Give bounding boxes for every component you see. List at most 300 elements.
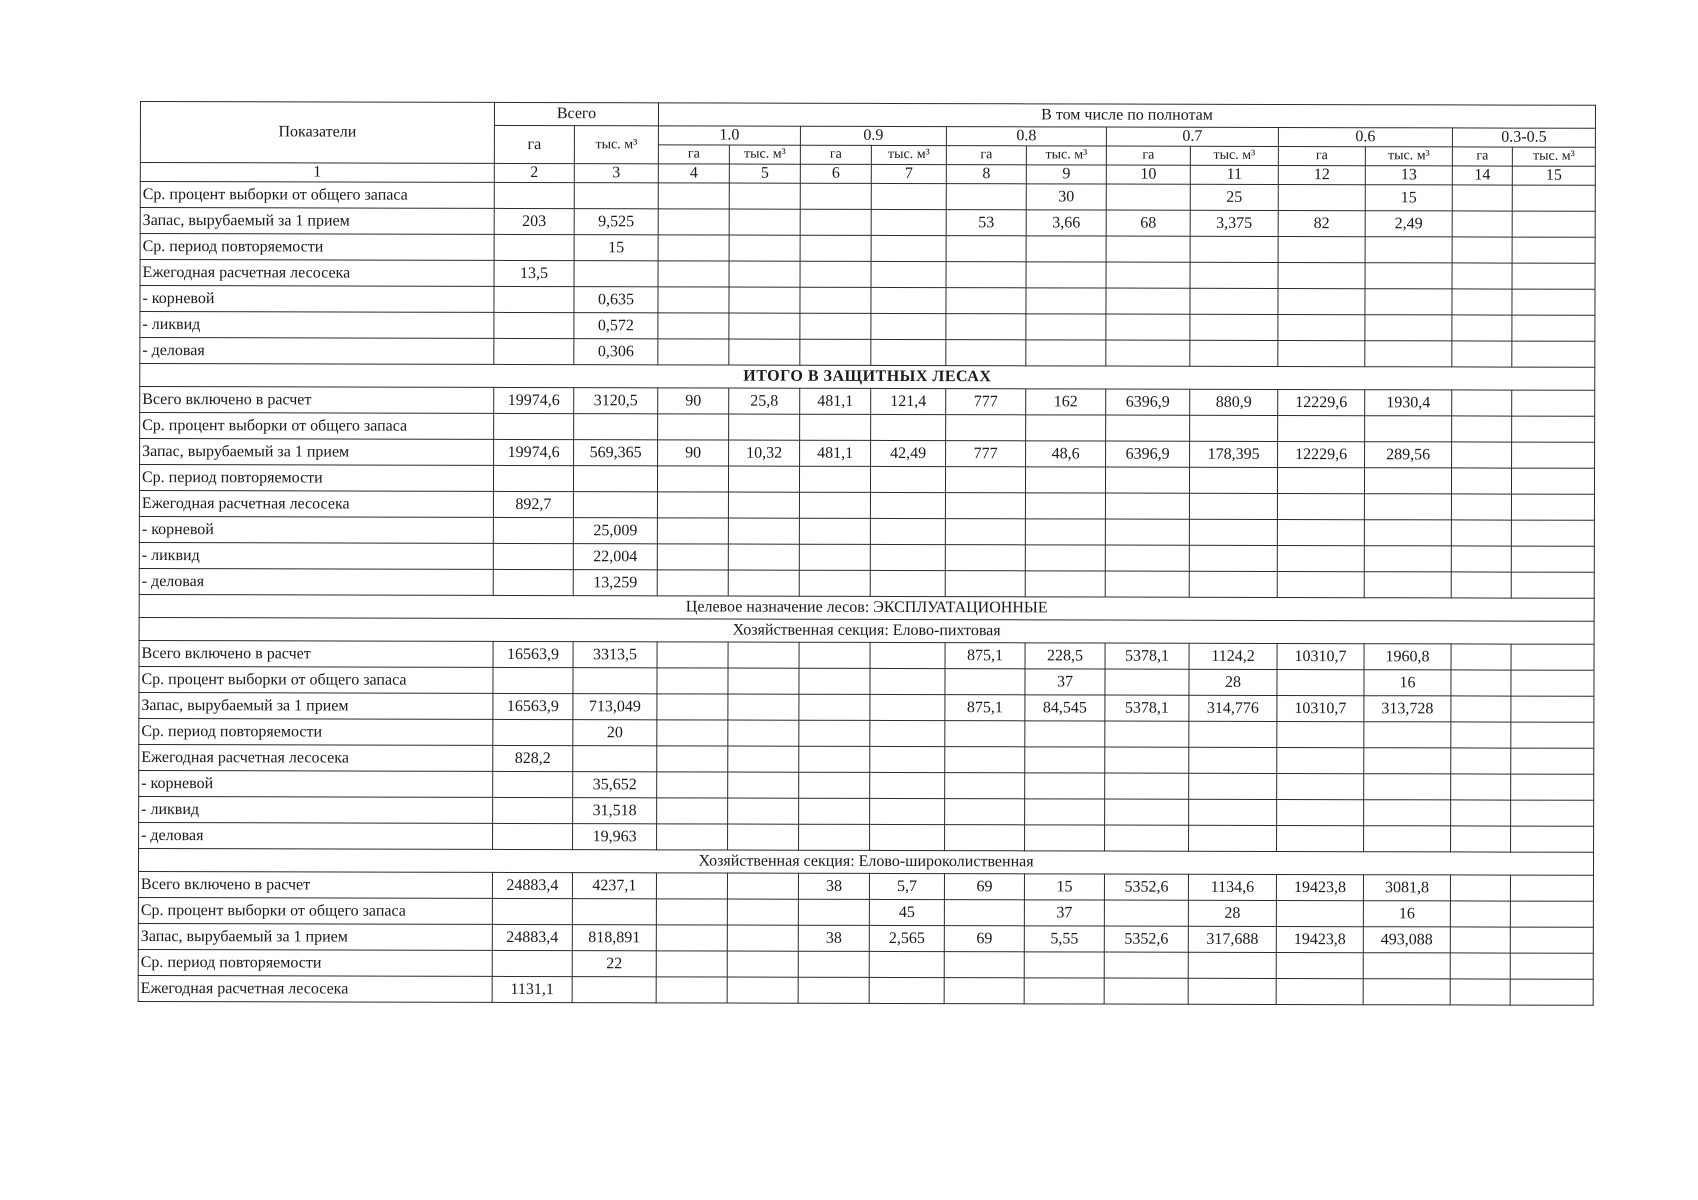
row-label: Ежегодная расчетная лесосека [138,975,492,1002]
row-label: Всего включено в расчет [138,871,492,898]
table-cell [1452,315,1512,341]
row-label: - ликвид [140,312,494,339]
table-cell [1512,341,1595,367]
table-cell: 37 [1025,669,1105,695]
table-cell: 493,088 [1363,927,1450,953]
table-cell [1510,875,1593,901]
table-cell [1106,288,1190,314]
table-row [140,439,1595,469]
table-cell [728,492,799,518]
table-cell [657,824,728,850]
table-cell [1277,825,1364,851]
table-cell [946,288,1026,314]
table-cell [1452,185,1512,211]
table-cell [799,466,870,492]
table-cell: 53 [946,210,1026,236]
table-cell [1364,494,1451,520]
table-cell: 4237,1 [572,873,656,899]
table-cell [1189,545,1277,571]
table-cell: 45 [869,899,944,925]
table-cell: 19,963 [573,824,657,850]
table-cell: 90 [658,388,729,414]
table-cell [1277,571,1364,597]
table-cell [728,694,799,720]
table-cell [1451,800,1511,826]
table-cell: 19423,8 [1276,926,1363,952]
table-cell: 3,375 [1190,210,1278,236]
table-cell [799,668,870,694]
ha-subheader: га [800,145,871,164]
row-label: Ежегодная расчетная лесосека [140,260,494,287]
table-cell [1450,953,1510,979]
row-label: Ср. период повторяемости [140,234,494,261]
table-cell: 37 [1024,900,1104,926]
table-cell: 12229,6 [1278,441,1365,467]
table-cell [1025,493,1105,519]
table-cell [799,772,870,798]
table-cell [870,518,945,544]
total-m3-header: тыс. м³ [574,126,658,164]
table-cell [945,773,1025,799]
table-row [139,465,1594,495]
table-cell [1106,314,1190,340]
table-cell: 203 [494,208,574,234]
table-row [140,260,1595,290]
table-cell [1510,927,1593,953]
row-label: Ср. период повторяемости [138,949,492,976]
table-cell [945,747,1025,773]
table-cell: 28 [1188,900,1276,926]
table-cell: 19974,6 [494,439,574,465]
table-cell [658,235,729,261]
table-cell: 42,49 [871,440,946,466]
table-cell: 5378,1 [1105,695,1189,721]
table-cell [1105,669,1189,695]
column-number: 4 [658,164,729,183]
table-row [139,490,1594,520]
table-cell: 121,4 [871,388,946,414]
table-cell [1105,571,1189,597]
table-cell [573,746,657,772]
table-cell [728,642,799,668]
table-cell [1451,696,1511,722]
table-cell: 15 [574,235,658,261]
table-cell [1364,546,1451,572]
table-cell [574,414,658,440]
table-cell [1512,263,1595,289]
table-cell: 1930,4 [1365,390,1452,416]
row-label: - ликвид [139,542,493,569]
table-cell [945,493,1025,519]
table-cell: 82 [1278,210,1365,236]
column-number: 7 [871,164,946,183]
density-0-7-header: 0.7 [1106,127,1278,146]
table-cell: 13,5 [494,260,574,286]
table-cell [728,824,799,850]
table-cell [1026,288,1106,314]
table-cell [870,570,945,596]
table-cell: 19974,6 [494,387,574,413]
row-label: - корневой [139,770,493,797]
table-cell [657,798,728,824]
table-cell: 10,32 [729,440,800,466]
table-cell [1278,415,1365,441]
table-cell [656,977,727,1003]
table-cell [800,183,871,209]
section-total-protective: ИТОГО В ЗАЩИТНЫХ ЛЕСАХ [140,364,1595,391]
table-cell: 713,049 [573,694,657,720]
table-row [139,822,1594,852]
table-cell [573,466,657,492]
table-cell [658,209,729,235]
row-label: Запас, вырубаемый за 1 прием [140,208,494,235]
table-cell [800,339,871,365]
m3-subheader: тыс. м³ [1365,147,1452,166]
row-label: Ср. процент выборки от общего запаса [138,897,492,924]
table-cell: 481,1 [800,388,871,414]
table-cell: 6396,9 [1106,441,1190,467]
table-row [140,338,1595,368]
table-cell [1278,314,1365,340]
table-cell [799,824,870,850]
table-cell: 1131,1 [492,976,572,1002]
table-row [138,897,1593,927]
table-cell: 6396,9 [1106,389,1190,415]
table-cell [728,668,799,694]
table-cell [494,413,574,439]
table-cell [728,466,799,492]
table-cell [1363,953,1450,979]
ha-subheader: га [1452,147,1512,166]
table-cell [494,338,574,364]
table-cell [799,518,870,544]
table-cell [1512,211,1595,237]
table-cell [1511,748,1594,774]
table-cell [799,798,870,824]
table-cell [1452,289,1512,315]
table-cell [799,720,870,746]
table-cell [1190,340,1278,366]
table-cell [798,899,869,925]
ha-subheader: га [658,145,729,164]
table-cell [1024,978,1104,1004]
table-cell [1452,341,1512,367]
table-cell [945,467,1025,493]
table-cell: 569,365 [574,440,658,466]
table-cell [799,544,870,570]
table-cell: 314,776 [1189,695,1277,721]
column-number: 11 [1190,165,1278,184]
table-cell [1512,237,1595,263]
table-cell [1190,236,1278,262]
table-cell: 35,652 [573,772,657,798]
table-cell [1106,340,1190,366]
table-cell [799,694,870,720]
table-cell [799,492,870,518]
table-cell: 5352,6 [1104,926,1188,952]
table-cell: 5378,1 [1105,643,1189,669]
table-cell [728,720,799,746]
table-cell [1277,721,1364,747]
table-cell: 2,49 [1365,211,1452,237]
table-cell [1189,721,1277,747]
table-cell: 12229,6 [1278,389,1365,415]
table-cell: 5,55 [1024,926,1104,952]
table-cell: 289,56 [1365,442,1452,468]
table-cell: 16 [1363,901,1450,927]
table-cell [1512,289,1595,315]
table-cell [1025,545,1105,571]
table-cell [1450,979,1510,1005]
table-cell [728,772,799,798]
table-cell [1365,237,1452,263]
section-spruce-fir: Хозяйственная секция: Елово-пихтовая [139,617,1594,644]
m3-subheader: тыс. м³ [729,145,800,164]
row-label: Ср. процент выборки от общего запаса [140,182,494,209]
table-cell [871,339,946,365]
table-cell [1025,747,1105,773]
table-row [138,975,1593,1005]
table-cell: 13,259 [573,570,657,596]
row-label: - корневой [139,516,493,543]
table-cell: 2,565 [869,925,944,951]
table-cell: 1124,2 [1189,643,1277,669]
table-cell: 5,7 [869,873,944,899]
table-cell [1451,748,1511,774]
table-cell: 31,518 [573,798,657,824]
table-cell [1105,493,1189,519]
table-row [140,312,1595,342]
table-cell: 22 [572,951,656,977]
table-cell: 28 [1189,669,1277,695]
table-cell: 0,306 [574,339,658,365]
table-cell [870,694,945,720]
table-cell [492,950,572,976]
table-cell [727,899,798,925]
table-cell [799,746,870,772]
table-cell [1450,927,1510,953]
table-cell [493,517,573,543]
table-cell [1452,211,1512,237]
table-cell: 16 [1364,670,1451,696]
table-cell [1451,670,1511,696]
table-cell [1511,546,1594,572]
table-cell [657,466,728,492]
column-number: 12 [1278,165,1365,184]
table-row [138,949,1593,979]
density-0-3-0-5-header: 0.3-0.5 [1452,128,1595,147]
table-cell [1190,288,1278,314]
table-cell [658,261,729,287]
table-cell [1364,774,1451,800]
table-cell [946,415,1026,441]
table-row [140,387,1595,417]
table-cell: 317,688 [1188,926,1276,952]
table-cell [493,823,573,849]
table-cell [657,544,728,570]
table-cell [870,642,945,668]
table-row [140,413,1595,443]
table-cell [1025,825,1105,851]
table-cell [945,545,1025,571]
table-cell [800,261,871,287]
table-cell [871,261,946,287]
column-number: 6 [800,164,871,183]
column-number: 1 [140,163,494,183]
table-row [140,208,1595,238]
table-cell [1278,236,1365,262]
table-cell [1512,390,1595,416]
table-cell [727,951,798,977]
table-cell [728,518,799,544]
table-cell [572,899,656,925]
table-cell: 178,395 [1190,441,1278,467]
table-cell [729,414,800,440]
table-cell [1105,467,1189,493]
table-cell: 25 [1190,184,1278,210]
table-cell [1188,978,1276,1004]
indicators-header: Показатели [140,102,494,164]
table-cell: 69 [944,926,1024,952]
table-cell [1365,341,1452,367]
table-cell [870,720,945,746]
table-cell [656,951,727,977]
table-cell: 3,66 [1026,210,1106,236]
table-cell [1025,571,1105,597]
table-cell [1025,721,1105,747]
table-cell [1277,519,1364,545]
table-cell [1510,979,1593,1005]
density-1-0-header: 1.0 [658,126,800,145]
table-cell [1452,237,1512,263]
ha-subheader: га [1278,146,1365,165]
row-label: Запас, вырубаемый за 1 прием [138,923,492,950]
table-cell: 16563,9 [493,693,573,719]
table-cell [1189,799,1277,825]
row-label: Ежегодная расчетная лесосека [139,744,493,771]
table-cell [870,772,945,798]
table-cell [656,899,727,925]
table-cell [657,492,728,518]
table-cell: 20 [573,720,657,746]
table-cell [799,642,870,668]
table-cell [1452,442,1512,468]
table-cell [1189,825,1277,851]
row-label: Ср. процент выборки от общего запаса [140,413,494,440]
total-header: Всего [494,102,658,125]
table-cell [870,544,945,570]
table-cell: 9,525 [574,209,658,235]
table-cell [871,209,946,235]
table-cell [729,339,800,365]
table-cell [1451,546,1511,572]
table-cell [728,746,799,772]
table-cell [798,977,869,1003]
table-cell [494,286,574,312]
section-spruce-broadleaf: Хозяйственная секция: Елово-широколиственная [138,848,1593,875]
table-cell: 25,8 [729,388,800,414]
table-cell: 19423,8 [1276,874,1363,900]
table-cell [870,798,945,824]
density-0-9-header: 0.9 [800,126,946,145]
column-number: 15 [1512,166,1595,185]
row-label: - ликвид [139,796,493,823]
table-cell [656,873,727,899]
table-cell [727,977,798,1003]
table-cell: 10310,7 [1277,643,1364,669]
table-cell [1365,315,1452,341]
table-cell [657,694,728,720]
row-label: Ср. период повторяемости [139,465,493,492]
table-cell [1512,185,1595,211]
table-cell: 777 [946,441,1026,467]
table-cell: 10310,7 [1277,695,1364,721]
forest-cut-table-page [138,101,1595,1006]
table-cell [1188,952,1276,978]
table-cell: 38 [798,925,869,951]
table-cell [494,182,574,208]
table-cell [728,544,799,570]
table-cell [1512,442,1595,468]
table-cell [870,824,945,850]
table-cell [1451,494,1511,520]
table-cell [656,925,727,951]
table-cell [1277,467,1364,493]
table-cell [799,570,870,596]
table-cell [493,771,573,797]
table-cell [1105,773,1189,799]
table-cell [657,720,728,746]
table-cell [1278,340,1365,366]
table-cell [574,261,658,287]
table-cell: 30 [1026,184,1106,210]
table-cell [1364,800,1451,826]
table-cell [492,898,572,924]
table-row [139,796,1594,826]
table-cell [800,313,871,339]
table-cell: 3313,5 [573,642,657,668]
density-0-8-header: 0.8 [946,127,1106,146]
m3-subheader: тыс. м³ [1512,147,1595,166]
table-cell [869,977,944,1003]
table-cell [871,287,946,313]
table-cell [657,746,728,772]
table-cell [945,571,1025,597]
table-cell [1104,900,1188,926]
table-cell [728,798,799,824]
table-cell [658,414,729,440]
m3-subheader: тыс. м³ [871,145,946,164]
table-cell [1277,747,1364,773]
table-cell: 15 [1365,185,1452,211]
table-cell [1105,825,1189,851]
column-number: 9 [1026,165,1106,184]
table-cell [946,340,1026,366]
table-cell [574,183,658,209]
table-cell [946,314,1026,340]
table-cell [945,721,1025,747]
table-cell [1365,263,1452,289]
table-row [138,923,1593,953]
density-0-6-header: 0.6 [1278,127,1452,146]
table-cell [1511,494,1594,520]
table-cell: 25,009 [573,518,657,544]
table-row [140,182,1595,212]
table-cell [728,570,799,596]
row-label: - корневой [140,286,494,313]
table-cell [1277,545,1364,571]
table-cell: 875,1 [945,695,1025,721]
